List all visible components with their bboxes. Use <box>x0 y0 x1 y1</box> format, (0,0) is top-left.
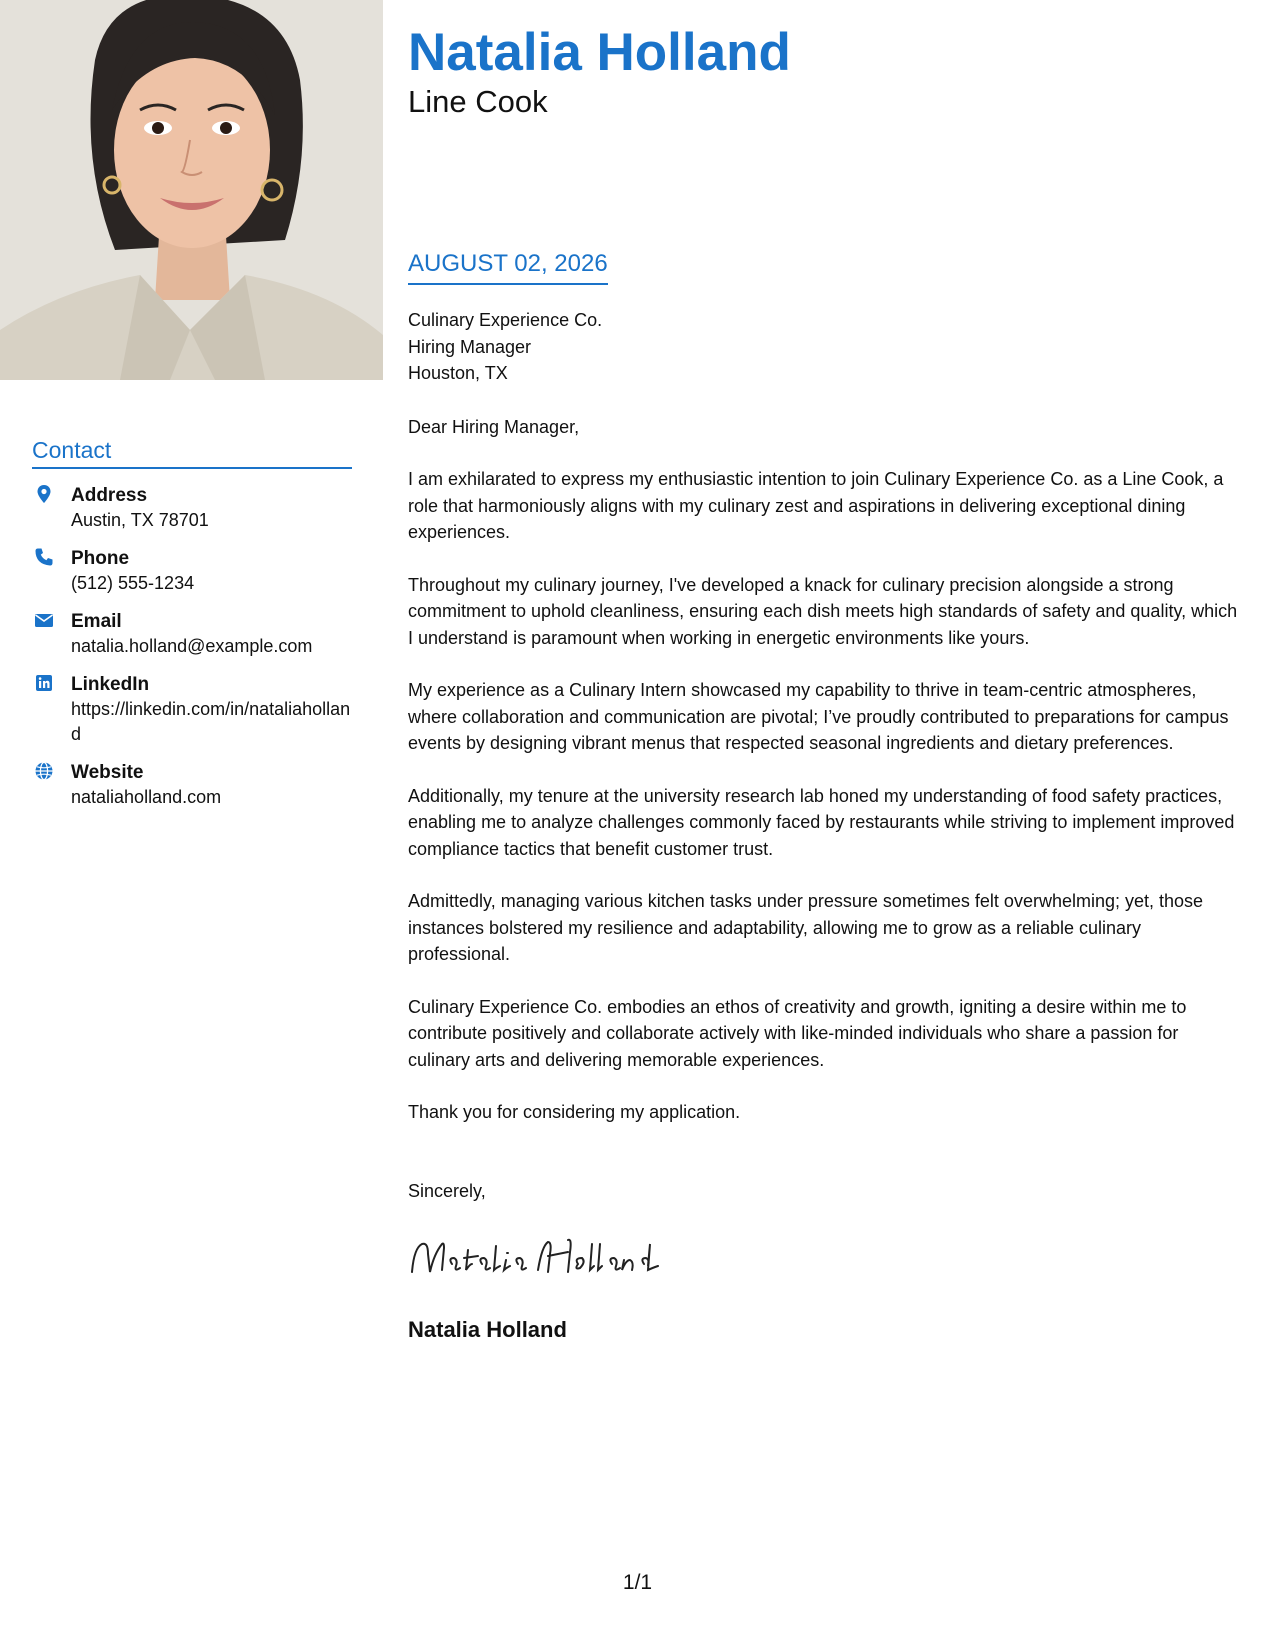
contact-phone <box>32 546 352 596</box>
handwritten-signature <box>408 1234 1243 1284</box>
recipient-title: Hiring Manager <box>408 336 532 357</box>
letter-body <box>408 307 1243 1344</box>
contact-value: natalia.holland@example.com <box>71 636 313 656</box>
phone-icon <box>34 547 54 567</box>
contact-label: Phone <box>71 548 130 569</box>
letter-date: AUGUST 02, 2026 <box>408 249 608 285</box>
portrait-illustration <box>0 0 383 380</box>
contact-label: Address <box>71 485 148 506</box>
body-paragraph: I am exhilarated to express my enthusiastic intention to join Culinary Experience Co. as a Line Cook, a role that harmoniously aligns with my culinary zest and aspirations in delivering exceptional dining experiences. <box>408 469 1224 542</box>
closing: Sincerely, <box>408 1180 486 1201</box>
date-block <box>408 249 608 285</box>
contact-section <box>32 436 352 810</box>
job-title: Line Cook <box>408 84 548 119</box>
recipient-block <box>408 307 1243 387</box>
body-paragraph: Thank you for considering my application. <box>408 1102 741 1122</box>
contact-email <box>32 609 352 659</box>
contact-address <box>32 483 352 533</box>
linkedin-icon <box>34 673 54 693</box>
body-paragraph: Culinary Experience Co. embodies an ethos of creativity and growth, igniting a desire within me to contribute positively and collaborate actively with like-minded individuals who share a passion for culinary arts and delivering memorable experiences. <box>408 996 1187 1070</box>
signature-image <box>408 1234 668 1284</box>
body-paragraph: Throughout my culinary journey, I've developed a knack for culinary precision alongside a strong commitment to uphold cleanliness, ensuring each dish meets high standards of safety and quality, which I understand is paramount when working in energetic environments like yours. <box>408 574 1238 648</box>
contact-linkedin <box>32 672 352 747</box>
contact-value: Austin, TX 78701 <box>71 510 209 530</box>
body-paragraph: My experience as a Culinary Intern showcased my capability to thrive in team-centric atmospheres, where collaboration and communication are pivotal; I’ve proudly contributed to preparations for campus events by designing vibrant menus that respected seasonal ingredients and dietary preferences. <box>408 680 1229 753</box>
contact-label: Email <box>71 611 122 632</box>
contact-label: LinkedIn <box>71 674 150 695</box>
contact-value: https://linkedin.com/in/nataliaholland <box>71 699 351 744</box>
page-number: 1/1 <box>622 1571 653 1594</box>
email-icon <box>34 610 54 630</box>
profile-photo <box>0 0 383 380</box>
body-paragraph: Additionally, my tenure at the university research lab honed my understanding of food safety practices, enabling me to analyze challenges commonly faced by restaurants while striving to implement improved compliance tactics that benefit customer trust. <box>408 785 1235 859</box>
contact-heading: Contact <box>32 436 352 469</box>
recipient-company: Culinary Experience Co. <box>408 310 603 330</box>
signer-name: Natalia Holland <box>408 1317 567 1342</box>
applicant-name: Natalia Holland <box>408 23 791 82</box>
header <box>408 22 1238 120</box>
contact-value: nataliaholland.com <box>71 787 222 807</box>
body-paragraph: Admittedly, managing various kitchen tasks under pressure sometimes felt overwhelming; yet, those instances bolstered my resilience and adaptability, allowing me to grow as a reliable culinary professional. <box>408 891 1204 964</box>
contact-value: (512) 555-1234 <box>71 573 195 593</box>
contact-label: Website <box>71 762 144 783</box>
salutation: Dear Hiring Manager, <box>408 416 580 437</box>
globe-icon <box>34 761 54 781</box>
contact-website <box>32 760 352 810</box>
map-pin-icon <box>34 484 54 504</box>
recipient-location: Houston, TX <box>408 363 508 383</box>
